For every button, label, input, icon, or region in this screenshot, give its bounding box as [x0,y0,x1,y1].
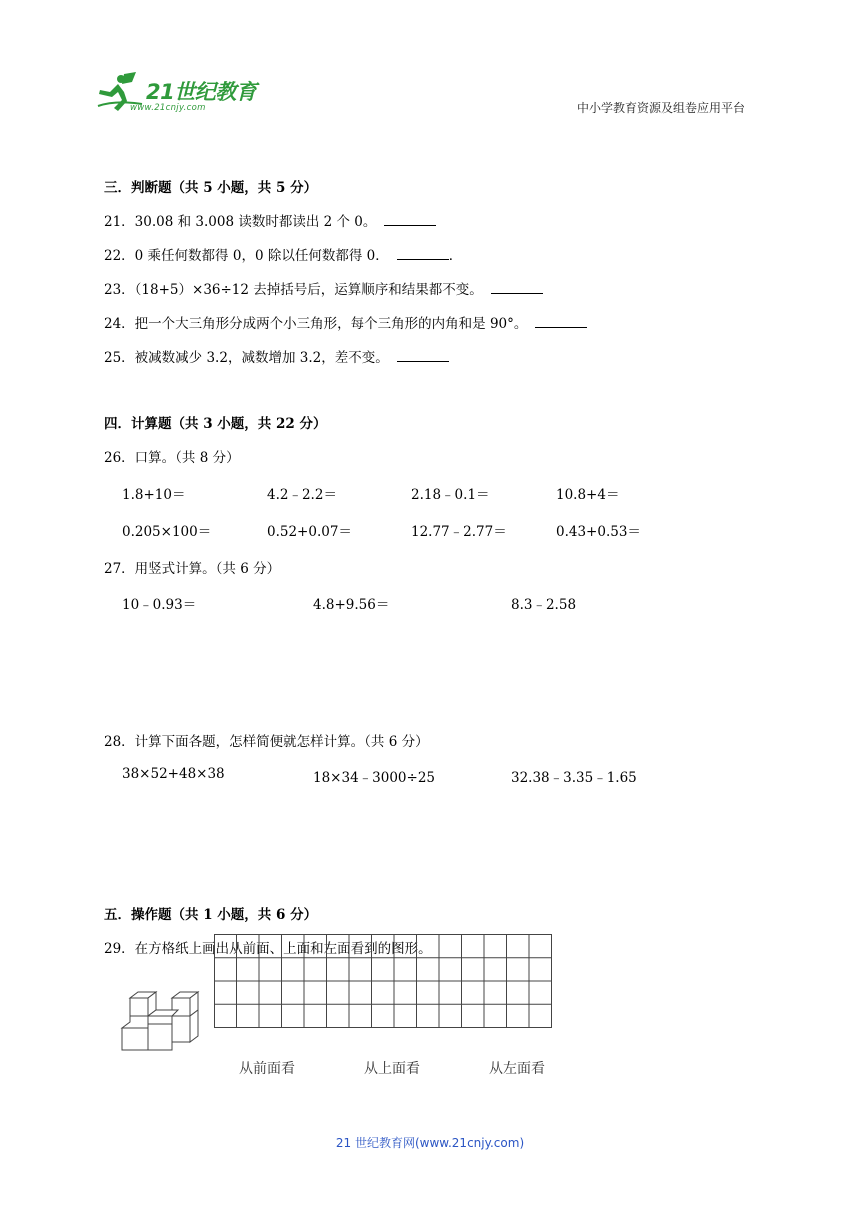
calc-item: 12.77﹣2.77＝ [411,524,507,540]
answer-blank[interactable] [535,315,587,328]
grid-label-front: 从前面看 [239,1061,295,1077]
vertical-calc-item: 8.3﹣2.58 [511,597,577,613]
calc-item: 4.2﹣2.2＝ [267,487,337,503]
question-22-text: 22．0 乘任何数都得 0，0 除以任何数都得 0． [104,248,389,264]
question-23-text: 23．（18+5）×36÷12 去掉括号后，运算顺序和结果都不变。 [104,282,483,298]
platform-name: 中小学教育资源及组卷应用平台 [577,101,746,115]
answer-blank[interactable] [397,349,449,362]
calc-item: 1.8+10＝ [122,487,186,503]
logo-text: 21世纪教育 [146,80,257,104]
section5-title: 五．操作题（共 1 小题，共 6 分） [104,907,318,923]
question-21-text: 21．30.08 和 3.008 读数时都读出 2 个 0。 [104,214,377,230]
section3-title: 三．判断题（共 5 小题，共 5 分） [104,180,318,196]
calc-item: 0.205×100＝ [122,524,212,540]
question-24-text: 24．把一个大三角形分成两个小三角形，每个三角形的内角和是 90°。 [104,316,528,332]
grid-paper[interactable] [214,934,552,1028]
question-24 [104,312,587,332]
vertical-calc-item: 10﹣0.93＝ [122,597,197,613]
answer-blank[interactable] [384,213,436,226]
question-26: 26．口算。（共 8 分） [104,450,240,466]
logo-url: www.21cnjy.com [130,103,206,113]
question-22 [104,244,462,264]
calc-item: 10.8+4＝ [556,487,620,503]
question-28: 28．计算下面各题，怎样简便就怎样计算。（共 6 分） [104,734,429,750]
question-25-text: 25．被减数减少 3.2，减数增加 3.2，差不变。 [104,350,389,366]
question-25 [104,346,449,366]
simplify-calc-item: 18×34﹣3000÷25 [313,770,436,786]
calc-item: 2.18﹣0.1＝ [411,487,490,503]
simplify-calc-item: 32.38﹣3.35﹣1.65 [511,770,637,786]
question-29: 29．在方格纸上画出从前面、上面和左面看到的图形。 [104,941,432,957]
footer-link[interactable]: 21 世纪教育网(www.21cnjy.com) [335,1136,525,1150]
grid-label-left: 从左面看 [489,1061,545,1077]
question-27: 27．用竖式计算。（共 6 分） [104,561,281,577]
vertical-calc-item: 4.8+9.56＝ [313,597,390,613]
calc-item: 0.52+0.07＝ [267,524,352,540]
simplify-calc-item: 38×52+48×38 [122,766,225,782]
logo [96,70,266,116]
question-21 [104,210,436,230]
cube-stack-figure [118,990,208,1052]
answer-blank[interactable] [491,281,543,294]
section4-title: 四．计算题（共 3 小题，共 22 分） [104,416,327,432]
calc-item: 0.43+0.53＝ [556,524,641,540]
question-23 [104,278,543,298]
grid-label-top: 从上面看 [364,1061,420,1077]
question-22-tail: ． [448,248,463,264]
answer-blank[interactable] [397,247,449,260]
